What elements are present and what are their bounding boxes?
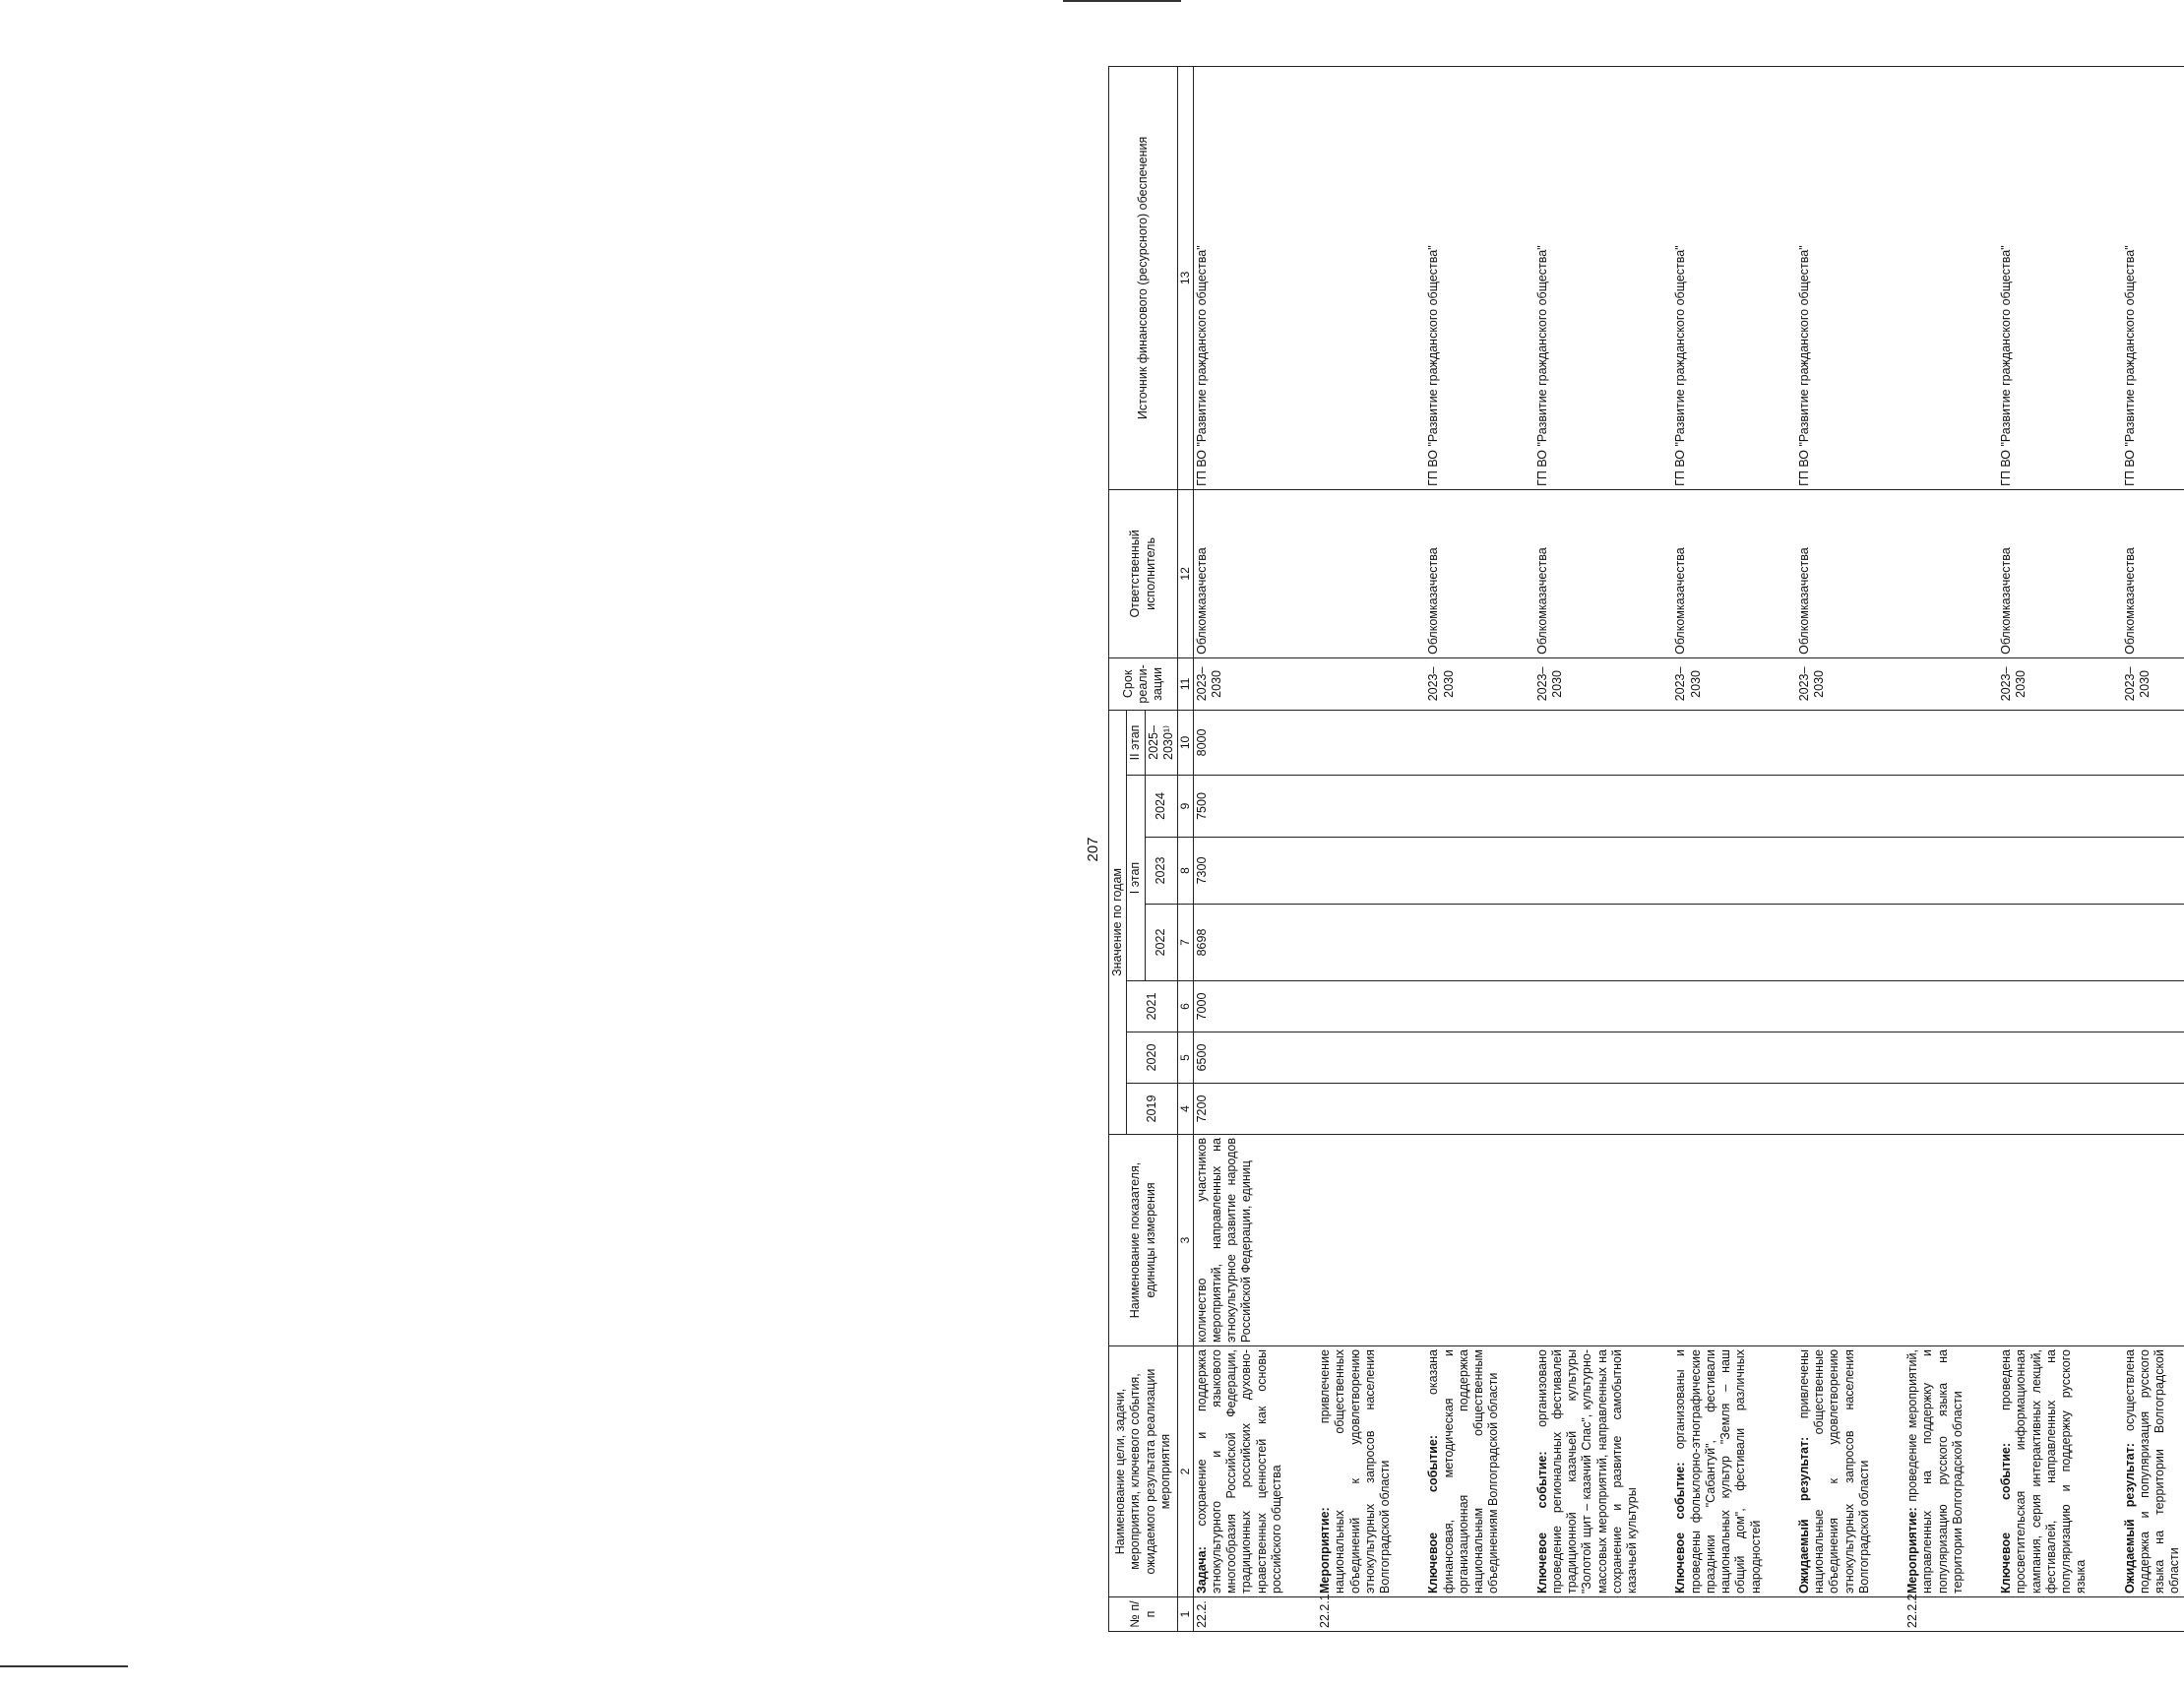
spacer-cell [2090, 981, 2122, 1032]
row-indicator [1904, 1135, 1966, 1346]
value-2023 [1796, 838, 1873, 905]
spacer-cell [1873, 981, 1904, 1032]
value-2020 [2122, 1032, 2184, 1084]
header-executor: Ответственный исполнитель [1109, 489, 1178, 657]
value-2019 [1534, 1084, 1642, 1135]
row-text: оказана финансовая, методическая и организационная поддержка национальным общественным объединениям Волгоградской области [1426, 1349, 1501, 1594]
table-row [1904, 66, 1966, 1631]
page-number: 207 [1085, 837, 1101, 862]
spacer-cell [1394, 776, 1425, 838]
value-2024 [1998, 776, 2090, 838]
value-2023 [1672, 838, 1765, 905]
row-description [1796, 1346, 1873, 1597]
spacer-cell [2090, 66, 2122, 489]
table-row [1796, 66, 1873, 1631]
row-indicator [1425, 1135, 1502, 1346]
spacer-cell [1765, 776, 1796, 838]
row-number [1672, 1597, 1765, 1632]
value-2024 [1904, 776, 1966, 838]
row-indicator [1534, 1135, 1642, 1346]
row-executor: Облкомказачества [1193, 489, 1285, 657]
value-2025-2030 [1796, 710, 1873, 775]
row-term: 2023–2030 [1534, 657, 1642, 710]
column-number: 4 [1178, 1084, 1194, 1135]
row-description [1998, 1346, 2090, 1597]
value-2019 [1672, 1084, 1765, 1135]
value-2024 [1317, 776, 1394, 838]
row-spacer [1641, 66, 1672, 1631]
value-2022 [2122, 905, 2184, 981]
value-2024 [1672, 776, 1765, 838]
spacer-cell [2090, 489, 2122, 657]
column-numbers-row [1178, 66, 1194, 1631]
value-2021 [1796, 981, 1873, 1032]
row-term [1317, 657, 1394, 710]
value-2019 [1904, 1084, 1966, 1135]
row-description [1425, 1346, 1502, 1597]
spacer-cell [2090, 838, 2122, 905]
row-source: ГП ВО "Развитие гражданского общества" [1425, 66, 1502, 489]
spacer-cell [1966, 710, 1998, 775]
value-2021 [1672, 981, 1765, 1032]
value-2024 [1534, 776, 1642, 838]
row-number: 22.2.1. [1317, 1597, 1394, 1632]
value-2020: 6500 [1193, 1032, 1285, 1084]
row-description [1672, 1346, 1765, 1597]
spacer-cell [1873, 1032, 1904, 1084]
spacer-cell [1503, 838, 1534, 905]
spacer-cell [2090, 1135, 2122, 1346]
column-number: 11 [1178, 657, 1194, 710]
value-2020 [1998, 1032, 2090, 1084]
spacer-cell [1285, 489, 1317, 657]
value-2023 [1317, 838, 1394, 905]
table-row [1672, 66, 1765, 1631]
column-number: 9 [1178, 776, 1194, 838]
row-text: сохранение и поддержка этнокультурного и языкового многообразия Российской Федерации, традиционных российских духовно-нравственных ценностей как основы российского общества [1194, 1349, 1283, 1594]
spacer-cell [1394, 905, 1425, 981]
header-year-2023: 2023 [1145, 838, 1178, 905]
value-2025-2030 [1904, 710, 1966, 775]
spacer-cell [1873, 1084, 1904, 1135]
row-description [1534, 1346, 1642, 1597]
spacer-cell [1641, 489, 1672, 657]
spacer-cell [1966, 657, 1998, 710]
row-source: ГП ВО "Развитие гражданского общества" [1193, 66, 1285, 489]
row-source [1317, 66, 1394, 489]
row-description [2122, 1346, 2184, 1597]
value-2023: 7300 [1193, 838, 1285, 905]
row-source: ГП ВО "Развитие гражданского общества" [1672, 66, 1765, 489]
value-2023 [2122, 838, 2184, 905]
spacer-cell [1394, 710, 1425, 775]
value-2021 [1534, 981, 1642, 1032]
spacer-cell [1503, 1135, 1534, 1346]
spacer-cell [1641, 905, 1672, 981]
spacer-cell [1503, 981, 1534, 1032]
row-description [1904, 1346, 1966, 1597]
spacer-cell [1765, 1084, 1796, 1135]
spacer-cell [1873, 710, 1904, 775]
scan-edge-line-top [1063, 0, 1181, 2]
spacer-cell [1765, 66, 1796, 489]
scan-edge-line-bottom [0, 1665, 128, 1667]
header-source: Источник финансового (ресурсного) обеспечения [1109, 66, 1178, 489]
row-source: ГП ВО "Развитие гражданского общества" [2122, 66, 2184, 489]
row-indicator [1796, 1135, 1873, 1346]
row-lead-label: Ожидаемый результат: [1796, 1436, 1811, 1594]
row-executor [1904, 489, 1966, 657]
row-description [1193, 1346, 1285, 1597]
table-row [1193, 66, 1285, 1631]
value-2020 [1317, 1032, 1394, 1084]
spacer-cell [1873, 66, 1904, 489]
spacer-cell [1966, 905, 1998, 981]
header-stage-1: I этап [1127, 776, 1145, 981]
header-values-group: Значение по годам [1109, 710, 1127, 1134]
spacer-cell [1394, 657, 1425, 710]
spacer-cell [1966, 1135, 1998, 1346]
row-spacer [1285, 66, 1317, 1631]
value-2023 [1534, 838, 1642, 905]
row-indicator [2122, 1135, 2184, 1346]
value-2021 [1425, 981, 1502, 1032]
row-executor: Облкомказачества [1998, 489, 2090, 657]
spacer-cell [1641, 1346, 1672, 1597]
spacer-cell [1503, 1032, 1534, 1084]
spacer-cell [1765, 489, 1796, 657]
table-row [1425, 66, 1502, 1631]
column-number: 3 [1178, 1135, 1194, 1346]
value-2025-2030: 8000 [1193, 710, 1285, 775]
value-2019 [1425, 1084, 1502, 1135]
spacer-cell [1765, 1032, 1796, 1084]
value-2022 [1317, 905, 1394, 981]
value-2020 [1904, 1032, 1966, 1084]
spacer-cell [1285, 905, 1317, 981]
row-spacer [1966, 66, 1998, 1631]
spacer-cell [1503, 905, 1534, 981]
value-2022 [1796, 905, 1873, 981]
spacer-cell [1873, 776, 1904, 838]
header-num: № п/п [1109, 1597, 1178, 1632]
spacer-cell [1285, 66, 1317, 489]
row-term: 2023–2030 [1998, 657, 2090, 710]
spacer-cell [2090, 1597, 2122, 1632]
plan-table [1108, 66, 2184, 1632]
column-number: 6 [1178, 981, 1194, 1032]
spacer-cell [2090, 905, 2122, 981]
spacer-cell [1641, 66, 1672, 489]
row-indicator: количество участников мероприятий, направленных на этнокультурное развитие народов Российской Федерации, единиц [1193, 1135, 1285, 1346]
row-term: 2023–2030 [1193, 657, 1285, 710]
column-number: 7 [1178, 905, 1194, 981]
spacer-cell [1503, 66, 1534, 489]
row-number [2122, 1597, 2184, 1632]
spacer-cell [1285, 838, 1317, 905]
value-2021 [2122, 981, 2184, 1032]
header-name: Наименование цели, задачи, мероприятия, ключевого события, ожидаемого результата реализации мероприятия [1109, 1346, 1178, 1597]
spacer-cell [1873, 1135, 1904, 1346]
row-indicator [1317, 1135, 1394, 1346]
row-term: 2023–2030 [1796, 657, 1873, 710]
spacer-cell [1641, 838, 1672, 905]
header-year-2024: 2024 [1145, 776, 1178, 838]
spacer-cell [2090, 1346, 2122, 1597]
spacer-cell [1285, 1346, 1317, 1597]
row-source: ГП ВО "Развитие гражданского общества" [1534, 66, 1642, 489]
row-lead-label: Мероприятие: [1318, 1507, 1333, 1594]
row-text: проведена просветительская информационная кампания, серия интерактивных лекций, фестивалей, направленных на популяризацию и поддержку русского языка [1999, 1349, 2089, 1594]
header-year-2020: 2020 [1127, 1032, 1178, 1084]
value-2022 [1534, 905, 1642, 981]
row-term [1904, 657, 1966, 710]
spacer-cell [1285, 776, 1317, 838]
row-text: проведение мероприятий, направленных на поддержку и популяризацию русского языка на территории Волгоградской области [1905, 1349, 1965, 1594]
row-number [1425, 1597, 1502, 1632]
spacer-cell [1966, 838, 1998, 905]
spacer-cell [1765, 838, 1796, 905]
value-2025-2030 [1998, 710, 2090, 775]
row-spacer [1394, 66, 1425, 1631]
row-source: ГП ВО "Развитие гражданского общества" [1998, 66, 2090, 489]
table-row [1998, 66, 2090, 1631]
row-lead-label: Ключевое событие: [1999, 1442, 2014, 1594]
value-2025-2030 [1317, 710, 1394, 775]
spacer-cell [1873, 1597, 1904, 1632]
row-executor: Облкомказачества [2122, 489, 2184, 657]
row-executor [1317, 489, 1394, 657]
column-number: 13 [1178, 66, 1194, 489]
value-2023 [1998, 838, 2090, 905]
header-term: Срок реали-зации [1109, 657, 1178, 710]
row-number: 22.2. [1193, 1597, 1285, 1632]
row-indicator [1998, 1135, 2090, 1346]
row-spacer [1503, 66, 1534, 1631]
header-stage-2: II этап [1127, 710, 1145, 775]
spacer-cell [1285, 710, 1317, 775]
spacer-cell [1873, 905, 1904, 981]
row-indicator [1672, 1135, 1765, 1346]
row-lead-label: Мероприятие: [1905, 1507, 1920, 1594]
value-2022 [1425, 905, 1502, 981]
header-year-2025-2030: 2025–2030¹⁾ [1145, 710, 1178, 775]
table-body [1193, 66, 2184, 1631]
spacer-cell [1285, 1597, 1317, 1632]
row-text: осуществлена поддержка и популяризация русского языка на территории Волгоградской области [2122, 1349, 2182, 1594]
spacer-cell [1394, 838, 1425, 905]
row-spacer [2090, 66, 2122, 1631]
spacer-cell [1503, 776, 1534, 838]
spacer-cell [1503, 1597, 1534, 1632]
value-2022: 8698 [1193, 905, 1285, 981]
row-executor: Облкомказачества [1672, 489, 1765, 657]
column-number: 10 [1178, 710, 1194, 775]
spacer-cell [1966, 489, 1998, 657]
row-lead-label: Ожидаемый результат: [2122, 1443, 2137, 1594]
spacer-cell [1394, 1597, 1425, 1632]
spacer-cell [1873, 489, 1904, 657]
column-number: 12 [1178, 489, 1194, 657]
header-year-2021: 2021 [1127, 981, 1178, 1032]
spacer-cell [1765, 710, 1796, 775]
value-2022 [1672, 905, 1765, 981]
value-2021: 7000 [1193, 981, 1285, 1032]
spacer-cell [1503, 657, 1534, 710]
value-2020 [1672, 1032, 1765, 1084]
row-text: организовано проведение региональных фестивалей традиционной казачьей культуры "Золотой щит – казачий Спас", культурно-массовых мероприятий, направленных на сохранение и развитие самобытной казачьей культуры [1534, 1349, 1640, 1594]
value-2023 [1425, 838, 1502, 905]
value-2024 [1425, 776, 1502, 838]
column-number: 2 [1178, 1346, 1194, 1597]
value-2021 [1904, 981, 1966, 1032]
spacer-cell [1394, 1084, 1425, 1135]
spacer-cell [1765, 657, 1796, 710]
row-text: привлечение национальных общественных объединений к удовлетворению этнокультурных запросов населения Волгоградской области [1318, 1349, 1393, 1594]
spacer-cell [1966, 776, 1998, 838]
row-lead-label: Ключевое событие: [1534, 1451, 1549, 1594]
spacer-cell [1503, 1346, 1534, 1597]
row-text: организованы и проведены фольклорно-этнографические праздники "Сабантуй", фестивали национальных культур "Земля – наш общий дом", фестивали различных народностей [1673, 1349, 1763, 1594]
value-2021 [1317, 981, 1394, 1032]
spacer-cell [1394, 1032, 1425, 1084]
value-2020 [1796, 1032, 1873, 1084]
spacer-cell [1394, 981, 1425, 1032]
row-executor: Облкомказачества [1534, 489, 1642, 657]
value-2024: 7500 [1193, 776, 1285, 838]
row-term: 2023–2030 [1672, 657, 1765, 710]
row-number: 22.2.2. [1904, 1597, 1966, 1632]
row-number [1796, 1597, 1873, 1632]
spacer-cell [1765, 1597, 1796, 1632]
spacer-cell [1873, 838, 1904, 905]
row-term: 2023–2030 [1425, 657, 1502, 710]
spacer-cell [1641, 710, 1672, 775]
row-executor: Облкомказачества [1425, 489, 1502, 657]
header-year-2019: 2019 [1127, 1084, 1178, 1135]
row-spacer [1873, 66, 1904, 1631]
spacer-cell [1765, 981, 1796, 1032]
spacer-cell [1285, 1135, 1317, 1346]
spacer-cell [2090, 1032, 2122, 1084]
column-number: 5 [1178, 1032, 1194, 1084]
spacer-cell [1503, 489, 1534, 657]
value-2024 [2122, 776, 2184, 838]
value-2020 [1425, 1032, 1502, 1084]
spacer-cell [1641, 981, 1672, 1032]
value-2023 [1904, 838, 1966, 905]
table-row [2122, 66, 2184, 1631]
value-2025-2030 [1672, 710, 1765, 775]
table-header [1109, 66, 1194, 1631]
spacer-cell [1966, 1032, 1998, 1084]
row-number [1534, 1597, 1642, 1632]
spacer-cell [1641, 776, 1672, 838]
spacer-cell [1966, 1084, 1998, 1135]
spacer-cell [1641, 1135, 1672, 1346]
value-2019 [2122, 1084, 2184, 1135]
row-executor: Облкомказачества [1796, 489, 1873, 657]
spacer-cell [1641, 1032, 1672, 1084]
spacer-cell [1765, 905, 1796, 981]
spacer-cell [1641, 657, 1672, 710]
rotated-page [1085, 67, 2182, 1632]
spacer-cell [2090, 710, 2122, 775]
header-year-2022: 2022 [1145, 905, 1178, 981]
spacer-cell [1641, 1597, 1672, 1632]
value-2021 [1998, 981, 2090, 1032]
spacer-cell [1285, 1032, 1317, 1084]
spacer-cell [1394, 1346, 1425, 1597]
value-2019 [1998, 1084, 2090, 1135]
table-row [1534, 66, 1642, 1631]
column-number: 1 [1178, 1597, 1194, 1632]
spacer-cell [1873, 1346, 1904, 1597]
spacer-cell [1394, 1135, 1425, 1346]
spacer-cell [1765, 1135, 1796, 1346]
value-2024 [1796, 776, 1873, 838]
value-2025-2030 [2122, 710, 2184, 775]
row-term: 2023–2030 [2122, 657, 2184, 710]
value-2025-2030 [1425, 710, 1502, 775]
row-lead-label: Ключевое событие: [1673, 1462, 1688, 1594]
table-row [1317, 66, 1394, 1631]
spacer-cell [1285, 657, 1317, 710]
spacer-cell [1285, 981, 1317, 1032]
spacer-cell [1285, 1084, 1317, 1135]
spacer-cell [1394, 489, 1425, 657]
row-spacer [1765, 66, 1796, 1631]
value-2019 [1796, 1084, 1873, 1135]
spacer-cell [2090, 776, 2122, 838]
value-2022 [1904, 905, 1966, 981]
spacer-cell [1641, 1084, 1672, 1135]
spacer-cell [1394, 66, 1425, 489]
spacer-cell [1966, 1597, 1998, 1632]
spacer-cell [2090, 657, 2122, 710]
spacer-cell [1873, 657, 1904, 710]
value-2025-2030 [1534, 710, 1642, 775]
spacer-cell [2090, 1084, 2122, 1135]
row-source: ГП ВО "Развитие гражданского общества" [1796, 66, 1873, 489]
value-2020 [1534, 1032, 1642, 1084]
row-lead-label: Задача: [1194, 1546, 1209, 1594]
row-number [1998, 1597, 2090, 1632]
spacer-cell [1765, 1346, 1796, 1597]
row-source [1904, 66, 1966, 489]
spacer-cell [1966, 66, 1998, 489]
spacer-cell [1503, 710, 1534, 775]
column-number: 8 [1178, 838, 1194, 905]
row-lead-label: Ключевое событие: [1426, 1435, 1441, 1594]
header-indicator: Наименование показателя, единицы измерения [1109, 1135, 1178, 1346]
value-2022 [1998, 905, 2090, 981]
spacer-cell [1966, 1346, 1998, 1597]
value-2019 [1317, 1084, 1394, 1135]
spacer-cell [1966, 981, 1998, 1032]
row-text: привлечены национальные общественные объединения к удовлетворению этнокультурных запросов населения Волгоградской области [1796, 1349, 1871, 1594]
value-2019: 7200 [1193, 1084, 1285, 1135]
row-description [1317, 1346, 1394, 1597]
spacer-cell [1503, 1084, 1534, 1135]
